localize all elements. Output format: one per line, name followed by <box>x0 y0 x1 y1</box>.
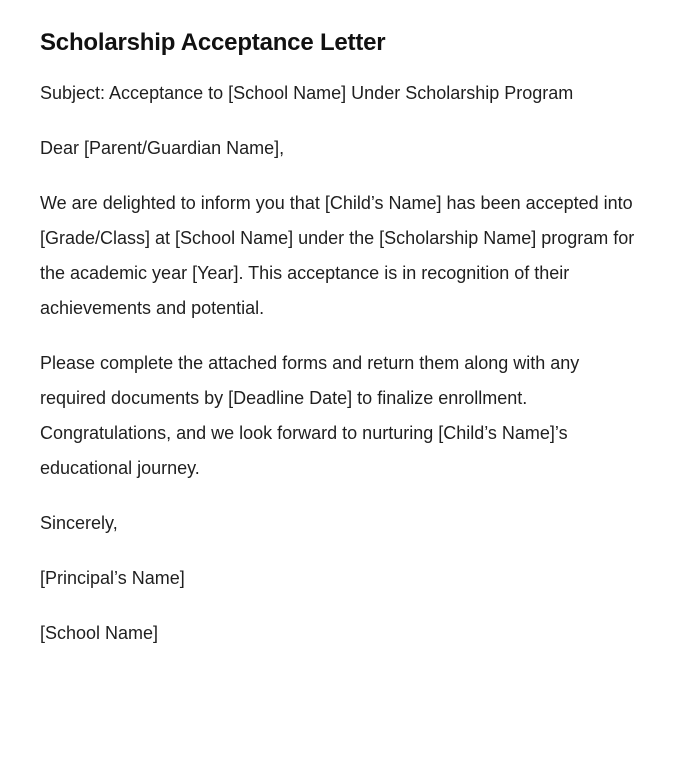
signature-school: [School Name] <box>40 623 159 643</box>
letter-body <box>40 76 660 651</box>
subject-line: Subject: Acceptance to [School Name] Under Scholarship Program <box>40 83 574 103</box>
salutation: Dear [Parent/Guardian Name], <box>40 138 285 158</box>
body-paragraph-2: Please complete the attached forms and return them along with any required documents by [Deadline Date] to finalize enrollment. Congratulations, and we look forward to nurturing [Child’s Name]’s educational journey. <box>40 353 585 478</box>
signature-principal: [Principal’s Name] <box>40 568 185 588</box>
closing: Sincerely, <box>40 513 118 533</box>
body-paragraph-1: We are delighted to inform you that [Child’s Name] has been accepted into [Grade/Class] at [School Name] under the [Scholarship Name] program for the academic year [Year]. This acceptance is in recognition of their achievements and potential. <box>40 193 640 318</box>
page-title: Scholarship Acceptance Letter <box>40 29 386 56</box>
